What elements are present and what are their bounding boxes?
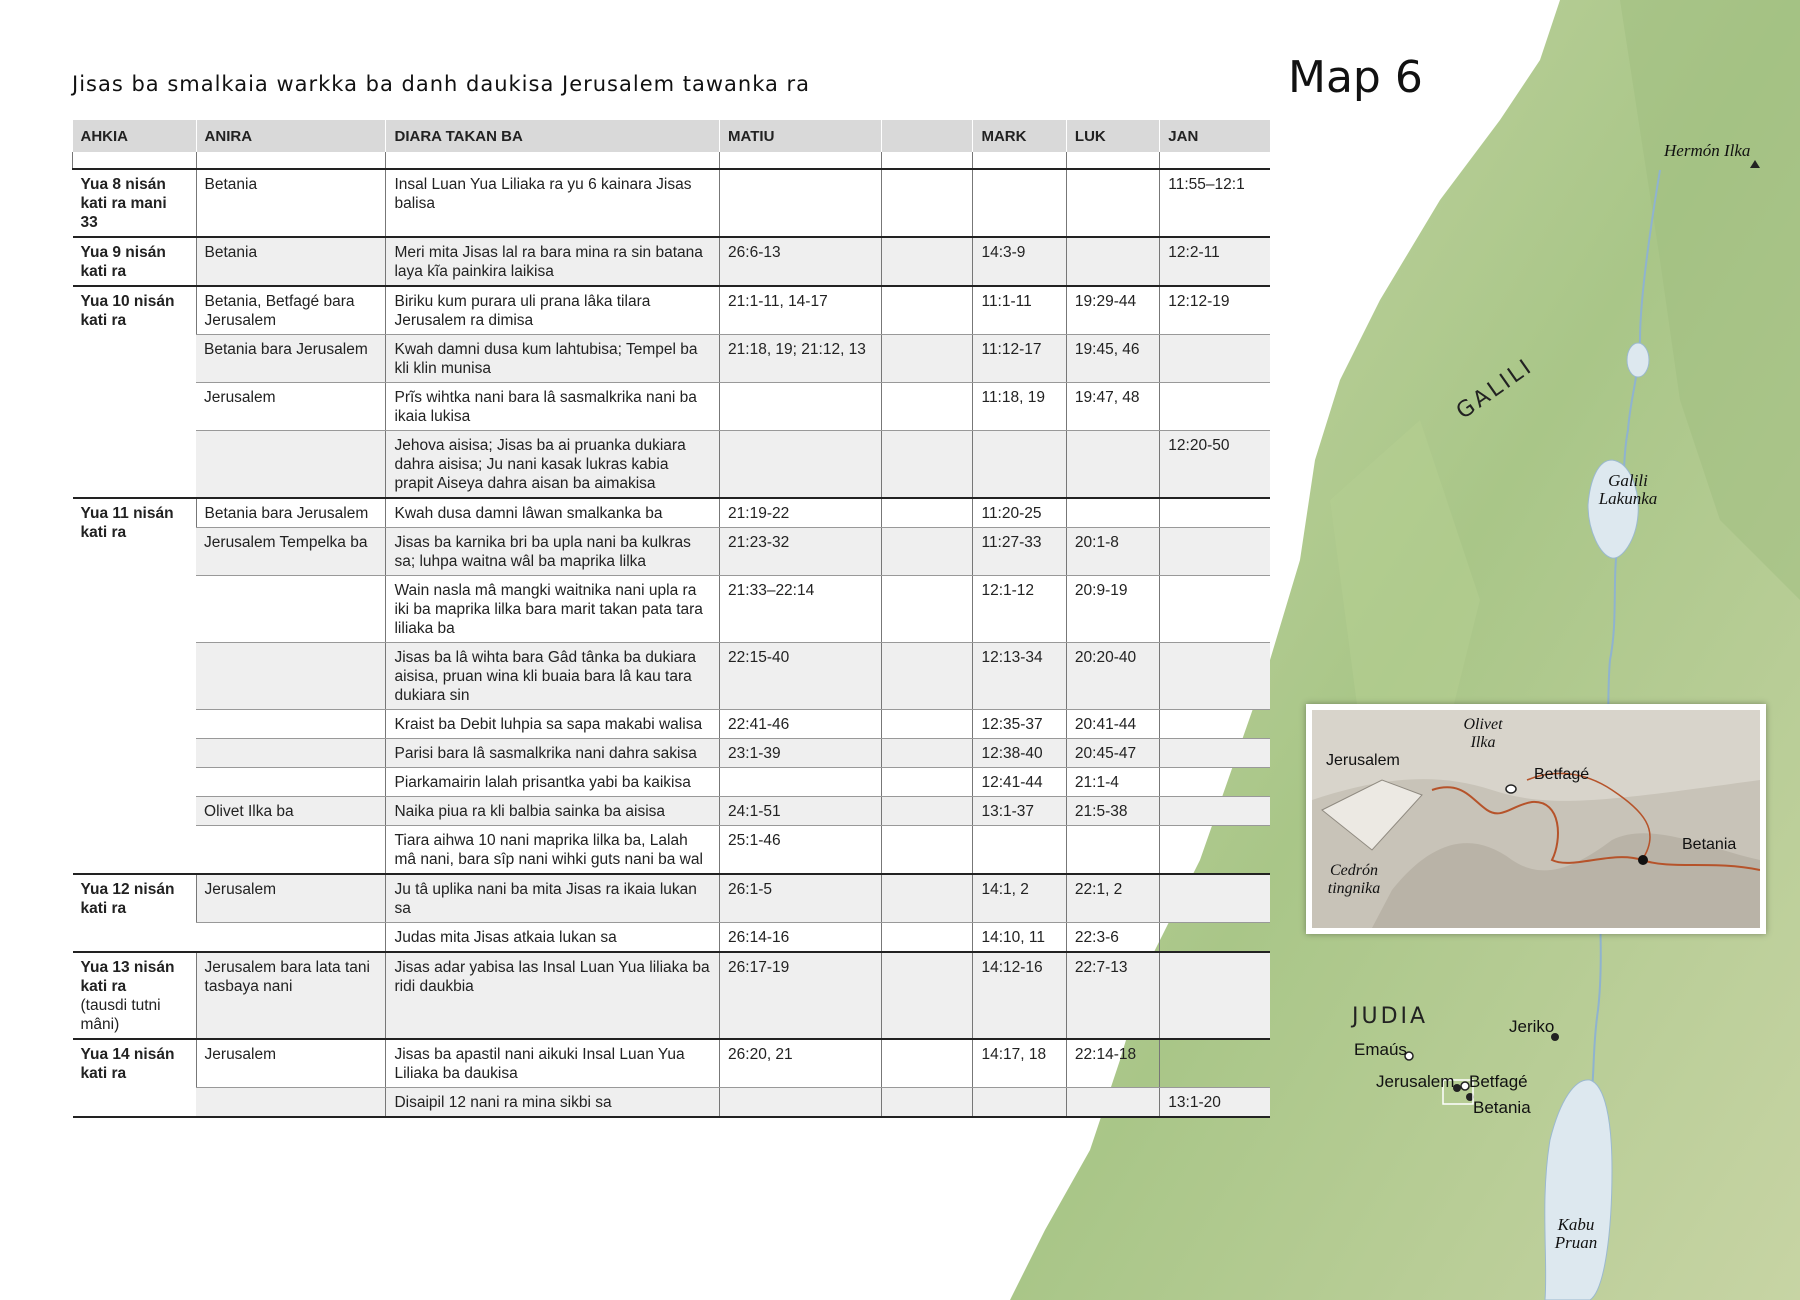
col-matiu: MATIU (720, 120, 882, 152)
col-luk: LUK (1066, 120, 1159, 152)
table-header (73, 120, 1271, 152)
cell-mark (973, 431, 1066, 499)
table-row (73, 1039, 1271, 1088)
cell-luk: 22:1, 2 (1066, 874, 1159, 923)
table-row (73, 383, 1271, 431)
cell-jan (1160, 826, 1270, 875)
cell-jan (1160, 335, 1270, 383)
cell-event: Prĩs wihtka nani bara lâ sasmalkrika nani ba ikaia lukisa (386, 383, 720, 431)
cell-jan (1160, 643, 1270, 710)
cell-matiu (720, 1088, 882, 1118)
table-row (73, 237, 1271, 286)
cell-blank (882, 237, 973, 286)
cell-matiu: 21:33–22:14 (720, 576, 882, 643)
cell-blank (882, 335, 973, 383)
label-galili: GALILI (1452, 353, 1539, 425)
cell-blank (882, 952, 973, 1039)
cell-blank (882, 1088, 973, 1118)
cell-jan (1160, 923, 1270, 953)
cell-blank (882, 1039, 973, 1088)
col-blank (882, 120, 973, 152)
cell-jan (1160, 874, 1270, 923)
cell-event: Jehova aisisa; Jisas ba ai pruanka dukiara dahra aisisa; Ju nani kasak lukras kabia prapit Aiseya dahra aisan ba aimakisa (386, 431, 720, 499)
cell-mark: 11:27-33 (973, 528, 1066, 576)
cell-place: Jerusalem Tempelka ba (196, 528, 386, 576)
cell-blank (882, 286, 973, 335)
cell-event: Piarkamairin lalah prisantka yabi ba kaikisa (386, 768, 720, 797)
cell-luk: 20:41-44 (1066, 710, 1159, 739)
cell-luk (1066, 498, 1159, 528)
cell-matiu: 26:17-19 (720, 952, 882, 1039)
col-ahkia: AHKIA (73, 120, 197, 152)
cell-place (196, 431, 386, 499)
cell-mark (973, 826, 1066, 875)
hula-lake (1627, 343, 1649, 377)
cell-blank (882, 768, 973, 797)
cell-day (73, 1039, 197, 1117)
cell-mark: 14:1, 2 (973, 874, 1066, 923)
cell-matiu: 21:1-11, 14-17 (720, 286, 882, 335)
cell-event: Meri mita Jisas lal ra bara mina ra sin batana laya kĩa painkira laikisa (386, 237, 720, 286)
cell-jan (1160, 797, 1270, 826)
label-judia: JUDIA (1352, 1004, 1429, 1029)
col-jan: JAN (1160, 120, 1270, 152)
table-row (73, 952, 1271, 1039)
cell-event: Kwah dusa damni lâwan smalkanka ba (386, 498, 720, 528)
label-jeriko: Jeriko (1509, 1017, 1555, 1036)
cell-matiu: 21:18, 19; 21:12, 13 (720, 335, 882, 383)
cell-place: Betania (196, 237, 386, 286)
cell-luk: 19:47, 48 (1066, 383, 1159, 431)
day-label: Yua 14 nisán kati ra (80, 1046, 175, 1082)
cell-event: Jisas ba lâ wihta bara Gâd tânka ba dukiara aisisa, pruan wina kli buaia bara lâ kau tara dukiara sin (386, 643, 720, 710)
cell-matiu: 25:1-46 (720, 826, 882, 875)
cell-mark: 12:13-34 (973, 643, 1066, 710)
cell-luk: 22:14-18 (1066, 1039, 1159, 1088)
table-row (73, 768, 1271, 797)
cell-blank (882, 169, 973, 237)
label-hermon: Hermón Ilka (1664, 141, 1751, 160)
cell-luk: 19:45, 46 (1066, 335, 1159, 383)
col-diara: DIARA TAKAN BA (386, 120, 720, 152)
cell-mark: 12:41-44 (973, 768, 1066, 797)
inset-map (1306, 704, 1766, 934)
cell-mark (973, 1088, 1066, 1118)
cell-jan (1160, 498, 1270, 528)
cell-place: Jerusalem (196, 383, 386, 431)
cell-blank (882, 431, 973, 499)
cell-day (73, 237, 197, 286)
cell-place: Jerusalem (196, 874, 386, 923)
cell-luk: 21:5-38 (1066, 797, 1159, 826)
cell-luk (1066, 431, 1159, 499)
col-anira: ANIRA (196, 120, 386, 152)
cell-event: Judas mita Jisas atkaia lukan sa (386, 923, 720, 953)
inset-label-jerusalem: Jerusalem (1326, 752, 1400, 769)
cell-matiu: 22:41-46 (720, 710, 882, 739)
cell-matiu: 23:1-39 (720, 739, 882, 768)
cell-luk: 20:9-19 (1066, 576, 1159, 643)
cell-place: Betania bara Jerusalem (196, 498, 386, 528)
cell-jan: 12:20-50 (1160, 431, 1270, 499)
cell-jan: 12:12-19 (1160, 286, 1270, 335)
cell-luk: 20:1-8 (1066, 528, 1159, 576)
cell-event: Naika piua ra kli balbia sainka ba aisisa (386, 797, 720, 826)
cell-mark: 11:1-11 (973, 286, 1066, 335)
cell-matiu: 26:6-13 (720, 237, 882, 286)
cell-blank (882, 576, 973, 643)
table-row (73, 169, 1271, 237)
cell-matiu (720, 431, 882, 499)
cell-jan (1160, 1039, 1270, 1088)
cell-mark: 12:35-37 (973, 710, 1066, 739)
table-row (73, 739, 1271, 768)
cell-matiu: 21:19-22 (720, 498, 882, 528)
table-row (73, 576, 1271, 643)
cell-place (196, 768, 386, 797)
day-label: Yua 9 nisán kati ra (80, 244, 166, 280)
cell-mark: 14:10, 11 (973, 923, 1066, 953)
inset-label-betfage: Betfagé (1534, 766, 1590, 783)
table-row (73, 923, 1271, 953)
cell-place: Betania (196, 169, 386, 237)
cell-place (196, 923, 386, 953)
table-body (73, 152, 1271, 1117)
table-row (73, 797, 1271, 826)
cell-mark: 12:38-40 (973, 739, 1066, 768)
label-jerusalem: Jerusalem (1376, 1072, 1455, 1091)
cell-place (196, 739, 386, 768)
cell-mark: 13:1-37 (973, 797, 1066, 826)
cell-blank (882, 923, 973, 953)
day-label: Yua 8 nisán kati ra mani 33 (80, 176, 167, 231)
cell-matiu: 24:1-51 (720, 797, 882, 826)
table-row (73, 335, 1271, 383)
cell-mark (973, 169, 1066, 237)
cell-luk (1066, 826, 1159, 875)
cell-day (73, 169, 197, 237)
cell-luk (1066, 169, 1159, 237)
cell-event: Tiara aihwa 10 nani maprika lilka ba, Lalah mâ nani, bara sîp nani wihki guts nani ba wal (386, 826, 720, 875)
inset-label-olivet: Olivet Ilka (1463, 716, 1503, 751)
cell-place (196, 643, 386, 710)
cell-matiu: 26:1-5 (720, 874, 882, 923)
day-label: Yua 11 nisán kati ra (80, 505, 174, 541)
cell-luk: 21:1-4 (1066, 768, 1159, 797)
day-label: Yua 10 nisán kati ra (80, 293, 175, 329)
cell-blank (882, 797, 973, 826)
chart-title: Jisas ba smalkaia warkka ba danh daukisa Jerusalem tawanka ra (72, 72, 811, 96)
cell-blank (882, 528, 973, 576)
cell-place (196, 576, 386, 643)
chronology-table (72, 120, 1270, 1118)
table-row (73, 643, 1271, 710)
label-betania: Betania (1473, 1098, 1531, 1117)
cell-mark: 14:17, 18 (973, 1039, 1066, 1088)
cell-event: Jisas adar yabisa las Insal Luan Yua liliaka ba ridi daukbia (386, 952, 720, 1039)
cell-place: Olivet Ilka ba (196, 797, 386, 826)
cell-matiu (720, 768, 882, 797)
cell-matiu (720, 383, 882, 431)
cell-jan (1160, 952, 1270, 1039)
cell-place (196, 1088, 386, 1118)
cell-place (196, 826, 386, 875)
table-row (73, 498, 1271, 528)
inset-label-betania: Betania (1682, 836, 1737, 853)
label-galili-lake: Galili Lakunka (1598, 471, 1658, 508)
cell-matiu: 21:23-32 (720, 528, 882, 576)
header-spacer (73, 152, 1271, 169)
cell-day (73, 952, 197, 1039)
cell-place: Jerusalem bara lata tani tasbaya nani (196, 952, 386, 1039)
cell-luk: 22:7-13 (1066, 952, 1159, 1039)
cell-place: Jerusalem (196, 1039, 386, 1088)
cell-jan: 12:2-11 (1160, 237, 1270, 286)
map-number: Map 6 (1288, 52, 1423, 103)
cell-blank (882, 383, 973, 431)
table-row (73, 286, 1271, 335)
table-row (73, 528, 1271, 576)
cell-jan (1160, 710, 1270, 739)
cell-luk (1066, 1088, 1159, 1118)
betfage-dot-icon (1461, 1082, 1469, 1090)
table-row (73, 431, 1271, 499)
cell-luk: 20:45-47 (1066, 739, 1159, 768)
cell-day (73, 286, 197, 498)
cell-luk: 19:29-44 (1066, 286, 1159, 335)
cell-mark: 14:3-9 (973, 237, 1066, 286)
cell-blank (882, 739, 973, 768)
cell-blank (882, 498, 973, 528)
table-row (73, 874, 1271, 923)
cell-matiu: 26:20, 21 (720, 1039, 882, 1088)
cell-place (196, 710, 386, 739)
cell-event: Parisi bara lâ sasmalkrika nani dahra sakisa (386, 739, 720, 768)
cell-mark: 11:20-25 (973, 498, 1066, 528)
cell-blank (882, 874, 973, 923)
cell-luk (1066, 237, 1159, 286)
cell-event: Wain nasla mâ mangki waitnika nani upla ra iki ba maprika lilka bara marit takan pata tara liliaka ba (386, 576, 720, 643)
cell-place: Betania, Betfagé bara Jerusalem (196, 286, 386, 335)
cell-event: Disaipil 12 nani ra mina sikbi sa (386, 1088, 720, 1118)
inset-betfage-dot-icon (1506, 785, 1516, 793)
col-mark: MARK (973, 120, 1066, 152)
cell-luk: 22:3-6 (1066, 923, 1159, 953)
cell-matiu (720, 169, 882, 237)
cell-day (73, 874, 197, 952)
cell-mark: 11:18, 19 (973, 383, 1066, 431)
inset-label-cedron: Cedrón tingnika (1327, 862, 1381, 897)
day-note: (tausdi tutni mâni) (80, 997, 161, 1033)
table-row (73, 826, 1271, 875)
cell-mark: 12:1-12 (973, 576, 1066, 643)
cell-jan (1160, 528, 1270, 576)
cell-event: Jisas ba apastil nani aikuki Insal Luan Yua Liliaka ba daukisa (386, 1039, 720, 1088)
inset-betania-dot-icon (1638, 855, 1648, 865)
cell-event: Kwah damni dusa kum lahtubisa; Tempel ba kli klin munisa (386, 335, 720, 383)
table-row (73, 1088, 1271, 1118)
cell-day (73, 498, 197, 874)
table-row (73, 710, 1271, 739)
label-emaus: Emaús (1354, 1040, 1407, 1059)
cell-mark: 11:12-17 (973, 335, 1066, 383)
cell-jan (1160, 739, 1270, 768)
cell-blank (882, 710, 973, 739)
cell-event: Ju tâ uplika nani ba mita Jisas ra ikaia lukan sa (386, 874, 720, 923)
day-label: Yua 12 nisán kati ra (80, 881, 175, 917)
cell-jan (1160, 383, 1270, 431)
cell-place: Betania bara Jerusalem (196, 335, 386, 383)
cell-matiu: 26:14-16 (720, 923, 882, 953)
cell-jan: 13:1-20 (1160, 1088, 1270, 1118)
cell-event: Kraist ba Debit luhpia sa sapa makabi walisa (386, 710, 720, 739)
cell-matiu: 22:15-40 (720, 643, 882, 710)
cell-jan (1160, 576, 1270, 643)
cell-event: Insal Luan Yua Liliaka ra yu 6 kainara Jisas balisa (386, 169, 720, 237)
cell-luk: 20:20-40 (1066, 643, 1159, 710)
cell-event: Biriku kum purara uli prana lâka tilara Jerusalem ra dimisa (386, 286, 720, 335)
cell-blank (882, 826, 973, 875)
cell-jan: 11:55–12:1 (1160, 169, 1270, 237)
cell-event: Jisas ba karnika bri ba upla nani ba kulkras sa; luhpa waitna wâl ba maprika lilka (386, 528, 720, 576)
label-betfage: Betfagé (1469, 1072, 1528, 1091)
label-kabu-pruan: Kabu Pruan (1554, 1215, 1598, 1252)
day-label: Yua 13 nisán kati ra (80, 959, 175, 995)
cell-jan (1160, 768, 1270, 797)
cell-blank (882, 643, 973, 710)
cell-mark: 14:12-16 (973, 952, 1066, 1039)
